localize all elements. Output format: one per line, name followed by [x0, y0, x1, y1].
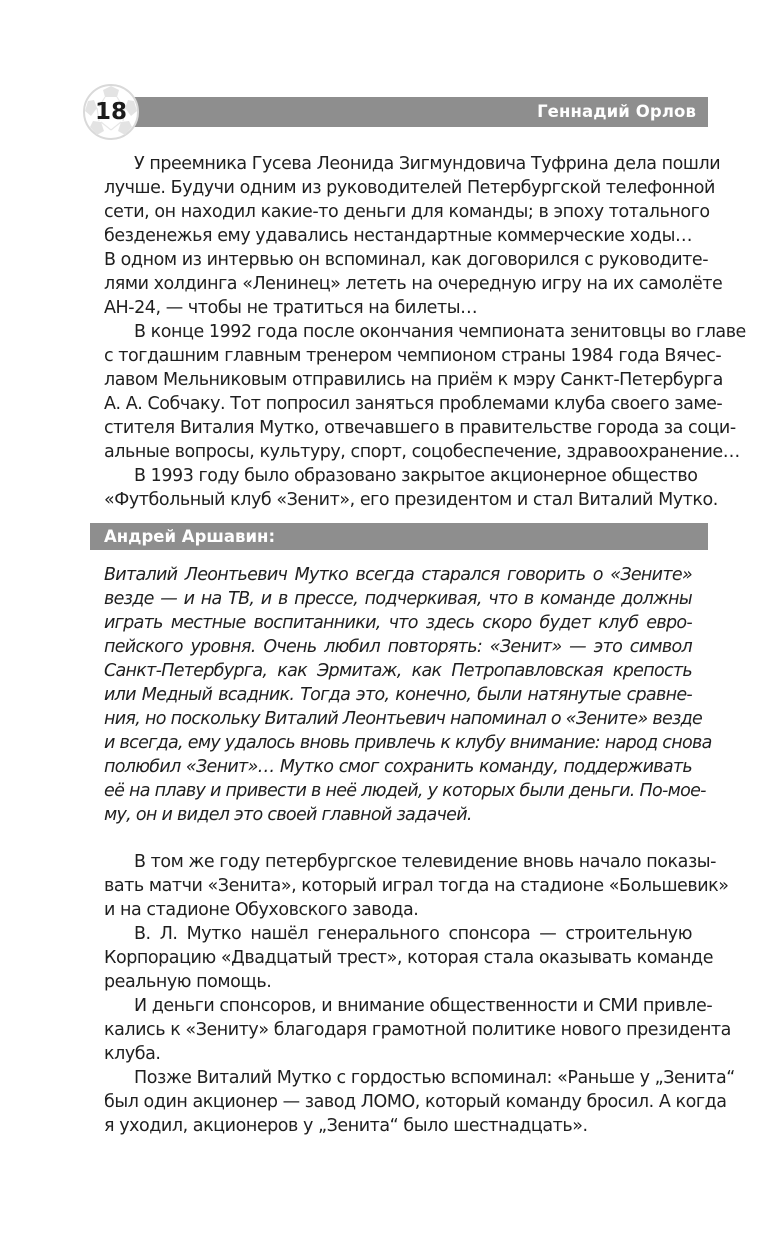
- text-line: Позже Виталий Мутко с гордостью вспоминал: «Раньше у „Зенита“: [134, 1068, 735, 1088]
- text-line: альные вопросы, культуру, спорт, соцобеспечение, здравоохранение…: [104, 442, 740, 462]
- text-line: АН-24, — чтобы не тратиться на билеты…: [104, 298, 478, 318]
- text-line: «Футбольный клуб «Зенит», его президентом и стал Виталий Мутко.: [104, 490, 718, 510]
- quote-line: и всегда, ему удалось вновь привлечь к клубу внимание: народ снова: [104, 733, 712, 753]
- text-line: В 1993 году было образовано закрытое акционерное общество: [134, 466, 698, 486]
- quote-line: Санкт-Петербурга, как Эрмитаж, как Петропавловская крепость: [104, 661, 692, 681]
- quote-line: ния, но поскольку Виталий Леонтьевич напоминал о «Зените» везде: [104, 709, 703, 729]
- text-line: В том же году петербургское телевидение вновь начало показы-: [134, 852, 717, 872]
- text-line: лавом Мельниковым отправились на приём к мэру Санкт-Петербурга: [104, 370, 723, 390]
- quote-line: или Медный всадник. Тогда это, конечно, были натянутые сравне-: [104, 685, 692, 705]
- text-line: кались к «Зениту» благодаря грамотной политике нового президента: [104, 1020, 731, 1040]
- text-line: Корпорацию «Двадцатый трест», которая стала оказывать команде: [104, 948, 714, 968]
- quote-heading-bar: [90, 523, 708, 550]
- text-line: В конце 1992 года после окончания чемпионата зенитовцы во главе: [134, 322, 746, 342]
- text-line: И деньги спонсоров, и внимание общественности и СМИ привле-: [134, 996, 713, 1016]
- quote-line: му, он и видел это своей главной задачей.: [104, 805, 472, 825]
- text-line: безденежья ему удавались нестандартные коммерческие ходы…: [104, 226, 692, 246]
- text-line: стителя Виталия Мутко, отвечавшего в правительстве города за соци-: [104, 418, 736, 438]
- text-line: У преемника Гусева Леонида Зигмундовича Туфрина дела пошли: [134, 154, 721, 174]
- text-line: был один акционер — завод ЛОМО, который команду бросил. А когда: [104, 1092, 727, 1112]
- text-line: А. А. Собчаку. Тот попросил заняться проблемами клуба своего заме-: [104, 394, 723, 414]
- quote-line: везде — и на ТВ, и в прессе, подчеркивая, что в команде должны: [104, 589, 692, 609]
- text-line: с тогдашним главным тренером чемпионом страны 1984 года Вячес-: [104, 346, 722, 366]
- quote-line: пейского уровня. Очень любил повторять: «Зенит» — это символ: [104, 637, 692, 657]
- text-line: В. Л. Мутко нашёл генерального спонсора — строительную: [134, 924, 692, 944]
- text-line: В одном из интервью он вспоминал, как договорился с руководите-: [104, 250, 709, 270]
- text-line: сети, он находил какие-то деньги для команды; в эпоху тотального: [104, 202, 710, 222]
- quote-line: Виталий Леонтьевич Мутко всегда старался говорить о «Зените»: [104, 565, 692, 585]
- quote-line: её на плаву и привести в неё людей, у которых были деньги. По-мое-: [104, 781, 706, 801]
- text-line: лучше. Будучи одним из руководителей Петербургской телефонной: [104, 178, 715, 198]
- text-line: лями холдинга «Ленинец» лететь на очередную игру на их самолёте: [104, 274, 723, 294]
- page-number: 18: [94, 99, 127, 125]
- quote-line: полюбил «Зенит»… Мутко смог сохранить команду, поддерживать: [104, 757, 692, 777]
- running-header-author: Геннадий Орлов: [537, 102, 696, 121]
- text-line: клуба.: [104, 1044, 161, 1064]
- text-line: вать матчи «Зенита», который играл тогда на стадионе «Большевик»: [104, 876, 729, 896]
- quote-line: играть местные воспитанники, что здесь скоро будет клуб евро-: [104, 613, 692, 633]
- text-line: и на стадионе Обуховского завода.: [104, 900, 419, 920]
- text-line: реальную помощь.: [104, 972, 272, 992]
- quote-heading: Андрей Аршавин:: [104, 527, 276, 546]
- running-header-bar: [120, 97, 708, 127]
- text-line: я уходил, акционеров у „Зенита“ было шестнадцать».: [104, 1116, 588, 1136]
